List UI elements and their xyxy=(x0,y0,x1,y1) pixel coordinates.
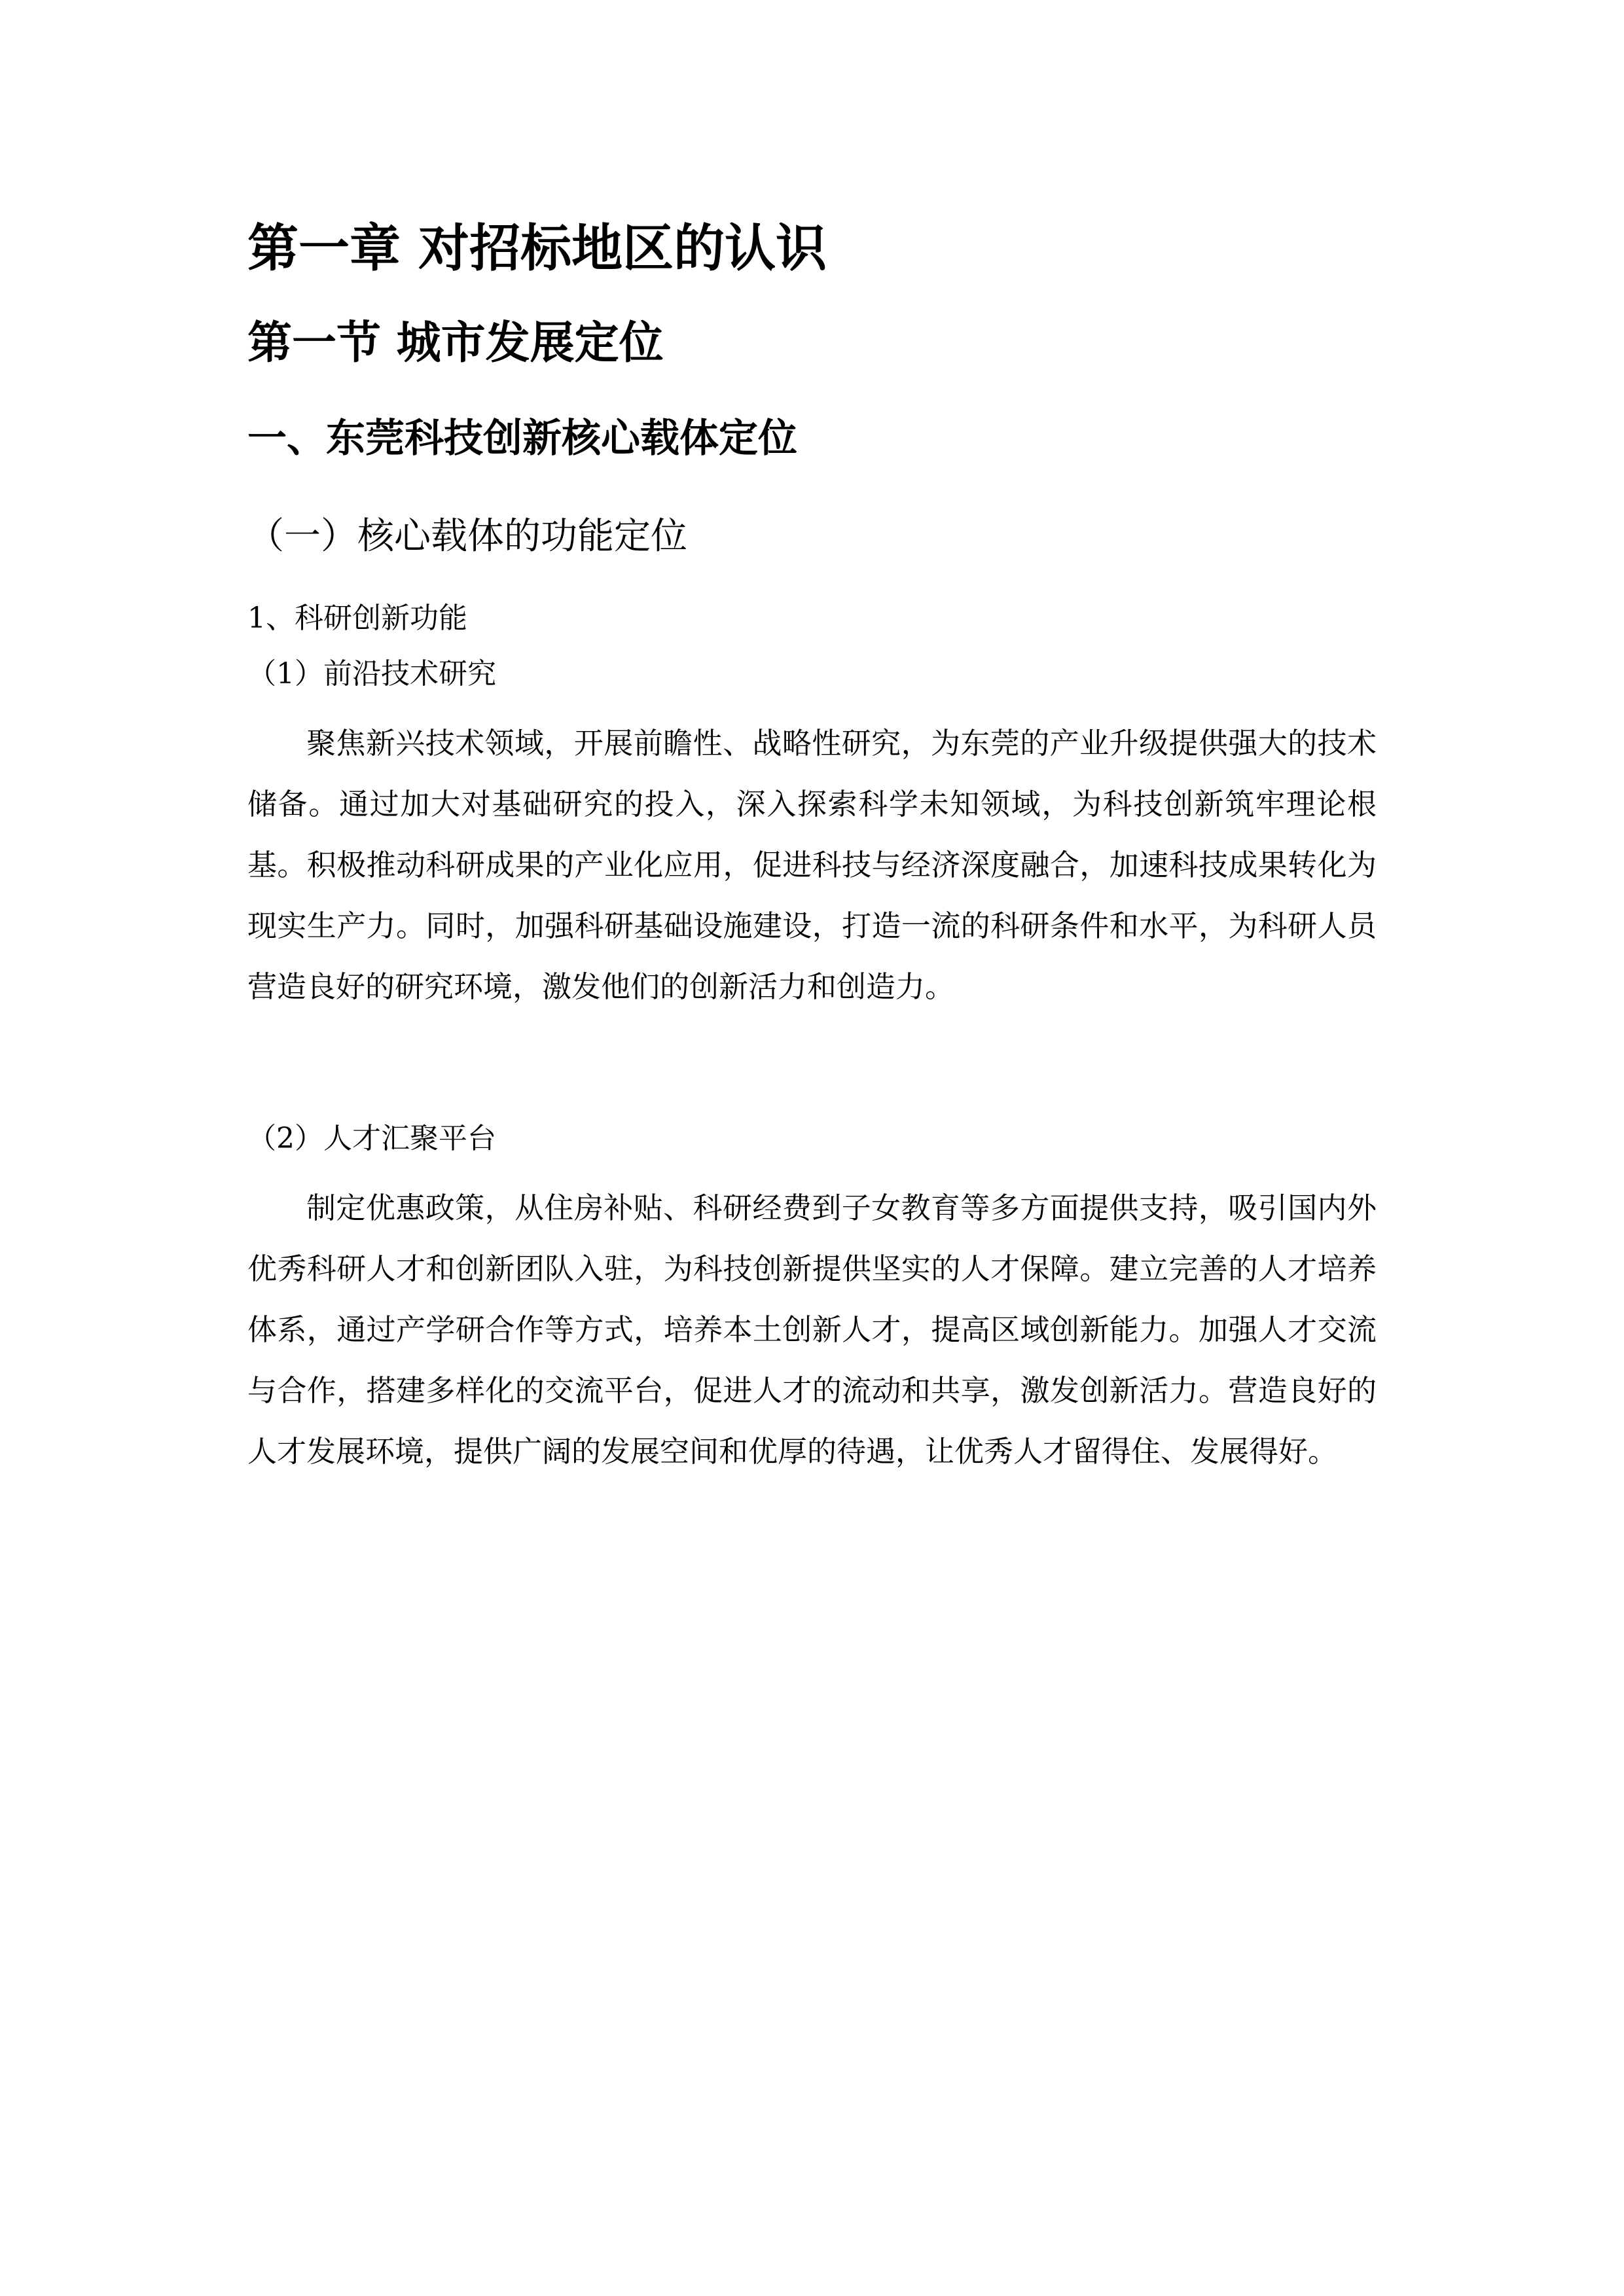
section-title: 第一节 城市发展定位 xyxy=(247,317,664,369)
subsection-title: 一、东莞科技创新核心载体定位 xyxy=(247,416,797,461)
item-1-heading: 1、科研创新功能 xyxy=(247,601,467,635)
chapter-title: 第一章 对招标地区的认识 xyxy=(247,219,827,278)
paragraph-1: 聚焦新兴技术领域，开展前瞻性、战略性研究，为东莞的产业升级提供强大的技术储备。通过加大对基础研究的投入，深入探索科学未知领域，为科技创新筑牢理论根基。积极推动科研成果的产业化应用，促进科技与经济深度融合，加速科技成果转化为现实生产力。同时，加强科研基础设施建设，打造一流的科研条件和水平，为科研人员营造良好的研究环境，激发他们的创新活力和创造力。 xyxy=(247,726,1377,1004)
paragraph-2: 制定优惠政策，从住房补贴、科研经费到子女教育等多方面提供支持，吸引国内外优秀科研人才和创新团队入驻，为科技创新提供坚实的人才保障。建立完善的人才培养体系，通过产学研合作等方式，培养本土创新人才，提高区域创新能力。加强人才交流与合作，搭建多样化的交流平台，促进人才的流动和共享，激发创新活力。营造良好的人才发展环境，提供广阔的发展空间和优厚的待遇，让优秀人才留得住、发展得好。 xyxy=(247,1191,1377,1469)
sub-subsection-title: （一）核心载体的功能定位 xyxy=(247,515,687,558)
sub-item-2-heading: （2）人才汇聚平台 xyxy=(247,1122,496,1155)
sub-item-1-heading: （1）前沿技术研究 xyxy=(247,657,496,691)
